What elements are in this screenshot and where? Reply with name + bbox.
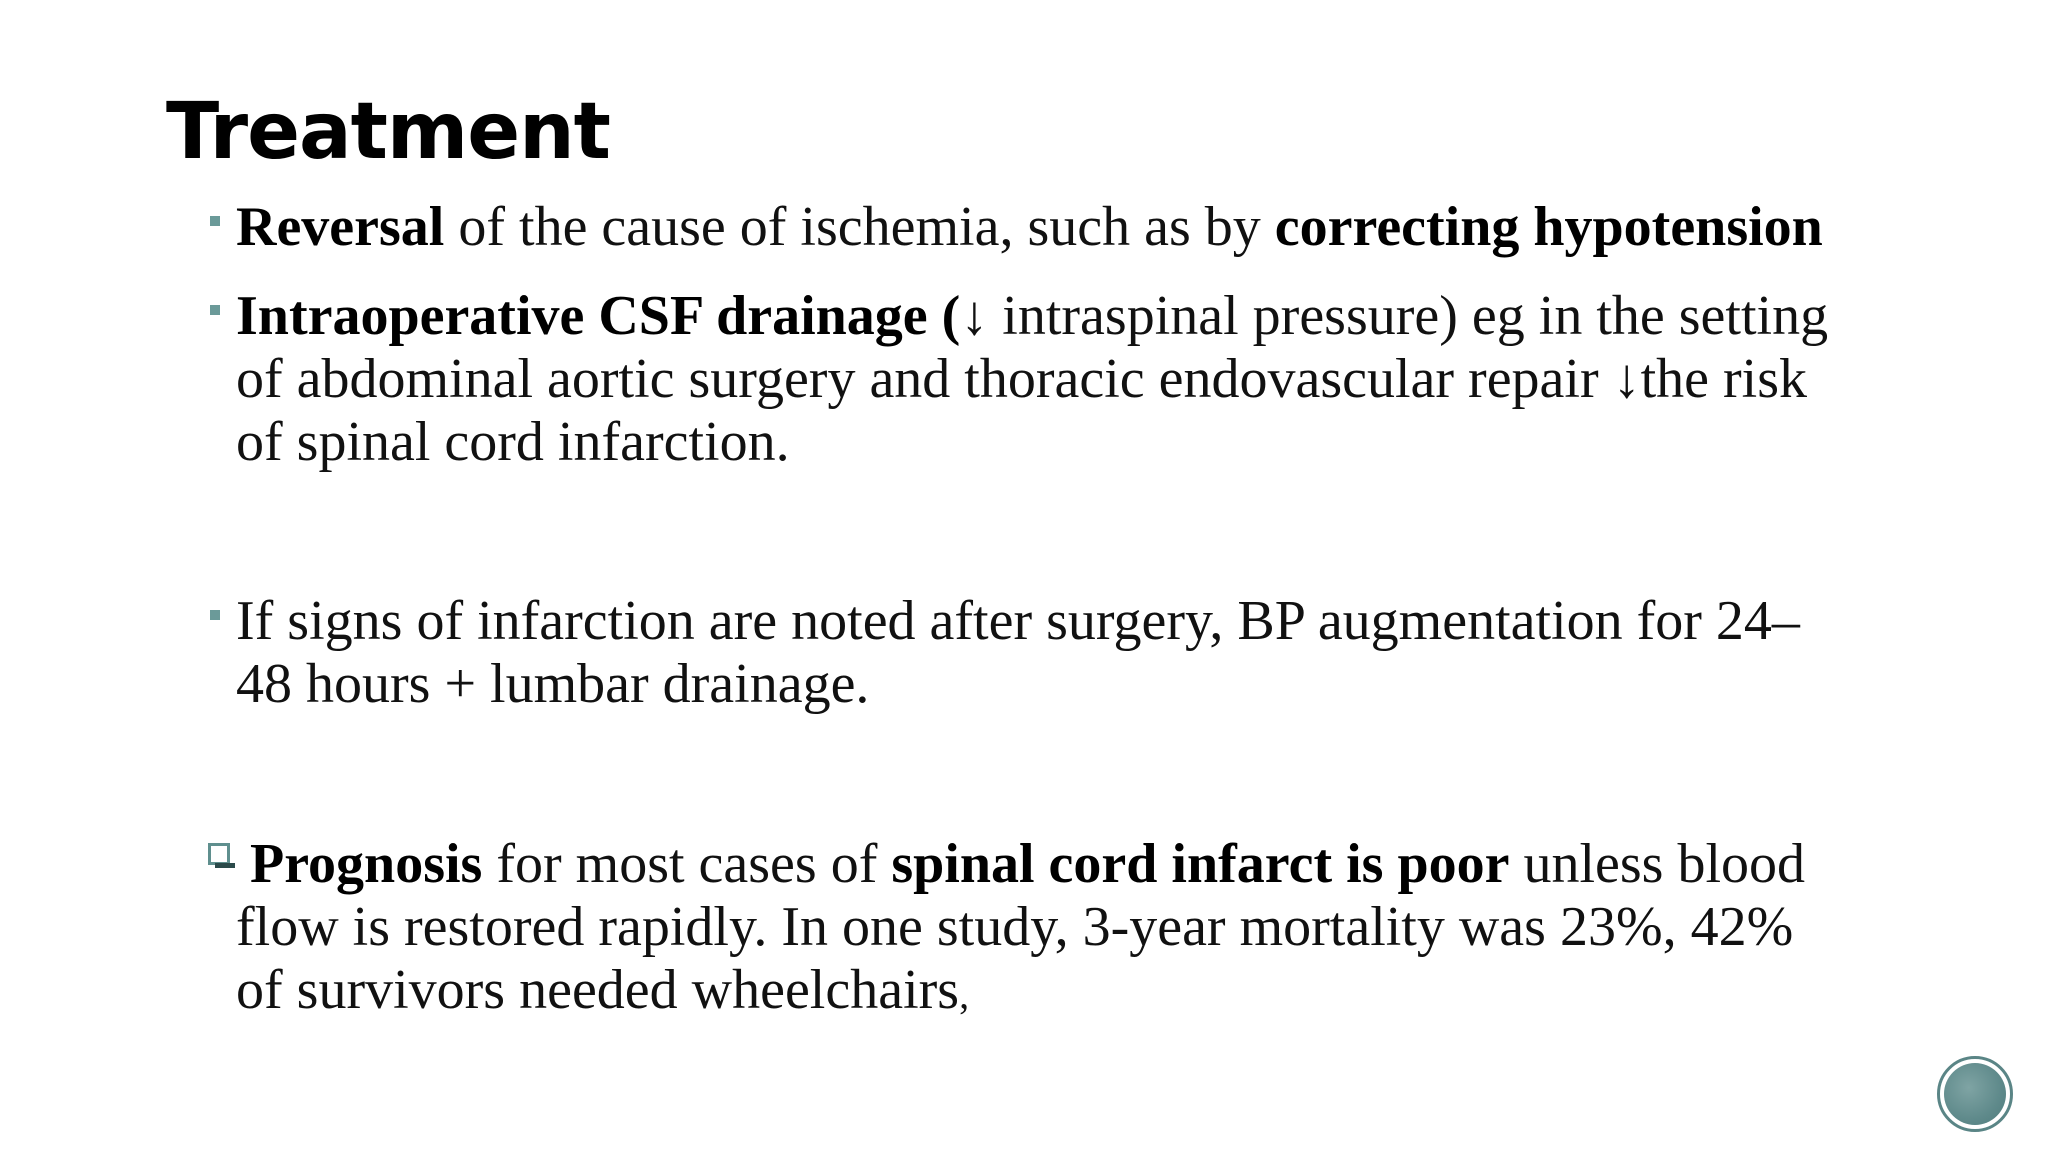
slide-title: Treatment — [166, 87, 610, 177]
bold-term: Intraoperative CSF drainage ( — [236, 285, 961, 347]
body-text: of the cause of ischemia, such as by — [444, 196, 1275, 258]
bullet-line: of spinal cord infarction. — [236, 411, 790, 473]
square-bullet-icon — [210, 305, 220, 315]
bullet-prognosis — [206, 833, 1966, 1026]
bold-term: Reversal — [236, 196, 445, 258]
bullet-line — [236, 285, 1966, 348]
square-bullet-icon — [210, 610, 220, 620]
body-text: unless blood — [1509, 833, 1806, 895]
checkbox-bullet-icon — [208, 843, 230, 865]
bullet-line — [236, 959, 1966, 1026]
bullet-reversal — [206, 196, 1966, 259]
bullet-bp-augmentation — [206, 590, 1966, 716]
bullet-line: of abdominal aortic surgery and thoracic endovascular repair ↓the risk — [236, 348, 1808, 410]
bullet-line: flow is restored rapidly. In one study, 3-year mortality was 23%, 42% — [236, 896, 1794, 958]
body-text: of survivors needed wheelchairs — [236, 959, 960, 1021]
bullet-text — [236, 196, 1966, 259]
bold-term: spinal cord infarct is poor — [891, 833, 1510, 895]
bullet-text — [236, 833, 1966, 1026]
circle-button-fill — [1944, 1063, 2006, 1125]
body-text: ↓ intraspinal pressure) eg in the setting — [960, 285, 1829, 347]
body-text: for most cases of — [482, 833, 892, 895]
bullet-line: 48 hours + lumbar drainage. — [236, 653, 870, 715]
circle-button-icon[interactable] — [1937, 1056, 2013, 1132]
bullet-csf-drainage — [206, 285, 1966, 474]
bullet-line: If signs of infarction are noted after surgery, BP augmentation for 24– — [236, 590, 1800, 652]
bullet-line — [250, 833, 1966, 896]
bullet-line — [236, 196, 1966, 259]
square-bullet-icon — [210, 216, 220, 226]
bold-term: correcting hypotension — [1274, 196, 1823, 258]
trailing-comma: , — [959, 972, 970, 1017]
bullet-text — [236, 590, 1966, 716]
bullet-text — [236, 285, 1966, 474]
bold-term: Prognosis — [250, 833, 483, 895]
